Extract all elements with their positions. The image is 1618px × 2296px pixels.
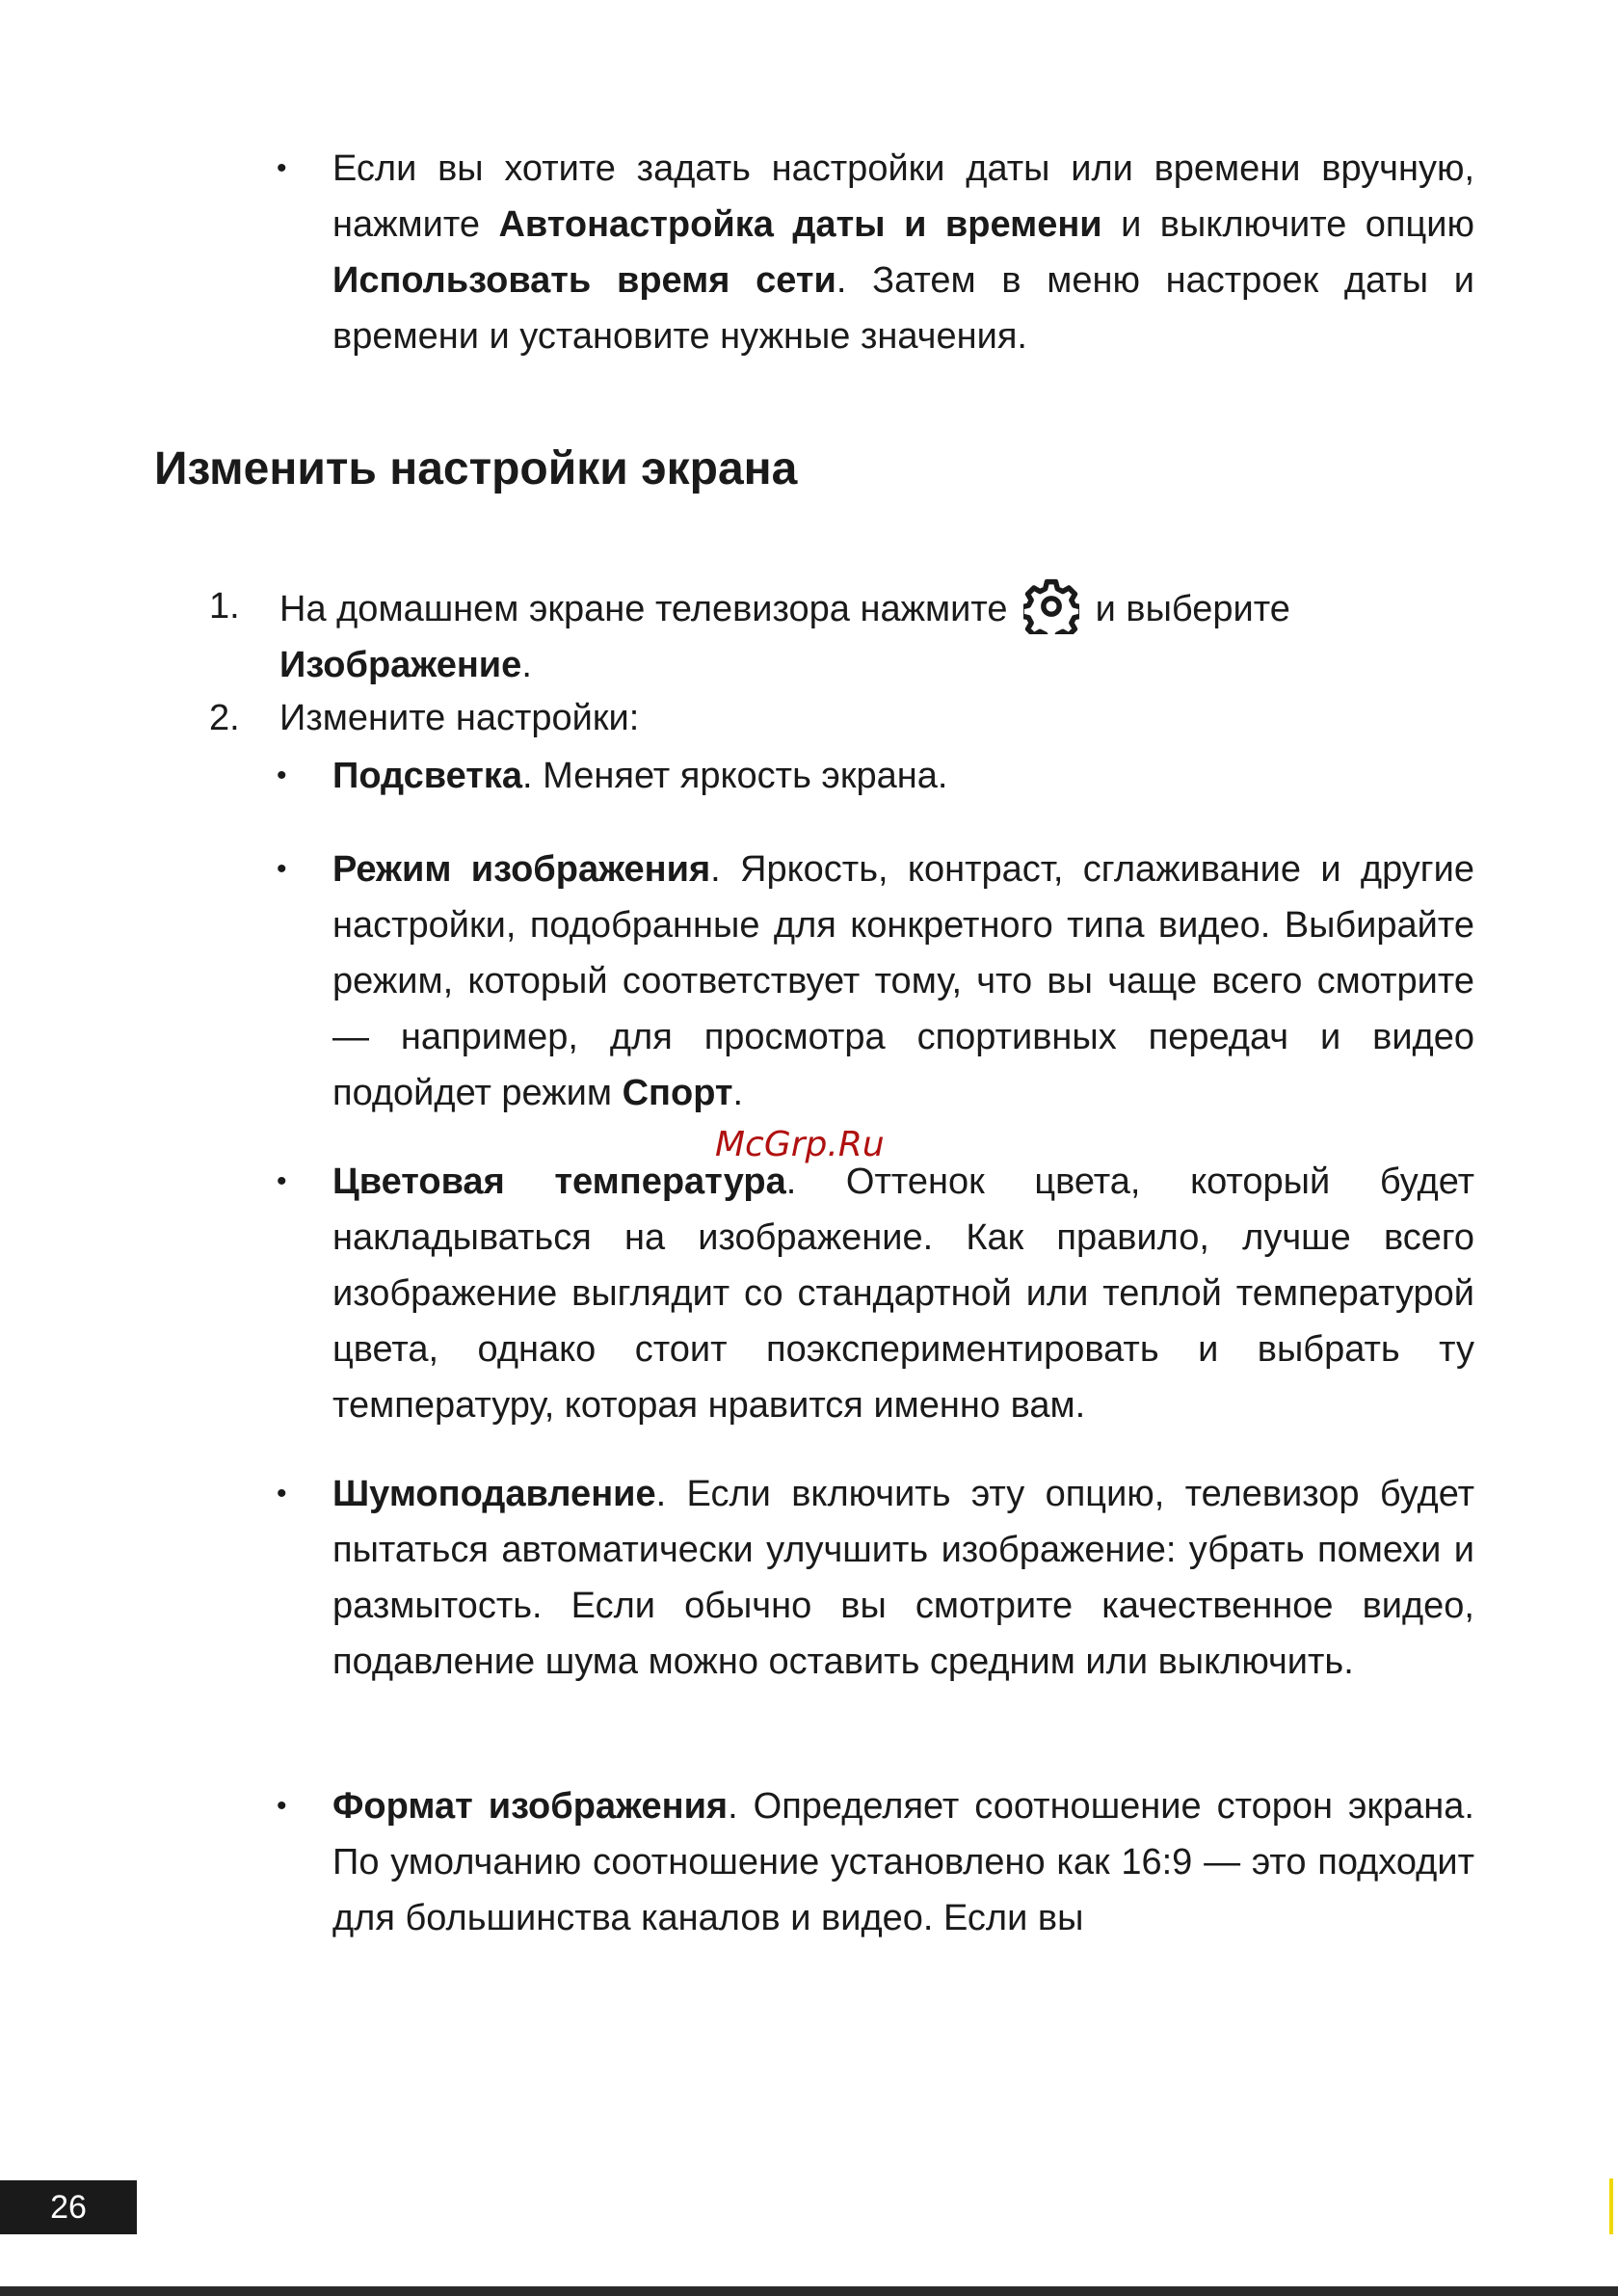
bullet-marker: • [277, 1478, 287, 1509]
step-1-post: и выберите [1095, 589, 1290, 629]
intro-paragraph [332, 141, 1474, 364]
step-1-tail: . [521, 645, 532, 685]
setting-title: Подсветка [332, 756, 523, 796]
intro-pre: нажмите [332, 204, 499, 245]
setting-noise-reduction [332, 1466, 1474, 1690]
bottom-border [0, 2286, 1618, 2296]
setting-picture-mode [332, 841, 1474, 1121]
setting-text: . Меняет яркость экрана. [522, 756, 948, 796]
bullet-marker: • [277, 760, 287, 791]
setting-bold-sport: Спорт [622, 1073, 733, 1113]
section-heading: Изменить настройки экрана [154, 443, 798, 494]
setting-title: Шумоподавление [332, 1474, 656, 1514]
setting-color-temperature [332, 1154, 1474, 1433]
intro-line1: Если вы хотите задать настройки даты или времени вручную, [332, 148, 1474, 189]
intro-post: . Затем в меню настроек даты и времени и установите нужные значения. [332, 260, 1475, 357]
bullet-marker: • [277, 1165, 287, 1197]
page-number: 26 [0, 2180, 137, 2234]
step-number-1: 1. [209, 586, 240, 627]
setting-text: . Оттенок цвета, который будет накладываться на изображение. Как правило, лучше всего изображение выглядит со стандартной или теплой температурой цвета, однако стоит поэкспериментировать и выбрать ту температуру, которая нравится именно вам. [332, 1161, 1474, 1426]
bullet-marker: • [277, 853, 287, 885]
edge-marker [1609, 2178, 1613, 2234]
step-2-text: Измените настройки: [279, 698, 640, 738]
intro-bold-auto-datetime: Автонастройка даты и времени [498, 204, 1102, 245]
intro-bold-network-time: Использовать время сети [332, 260, 836, 301]
step-number-2: 2. [209, 698, 240, 738]
setting-title: Цветовая температура [332, 1161, 786, 1202]
setting-text: . Если включить эту опцию, телевизор будет пытаться автоматически улучшить изображение: убрать помехи и размытость. Если обычно вы смотрите качественное видео, подавление шума можно оставить средним или выключить. [332, 1474, 1474, 1682]
intro-mid: и выключите опцию [1101, 204, 1474, 245]
setting-backlight [332, 748, 1474, 804]
setting-title: Формат изображения [332, 1786, 729, 1827]
setting-text: . Определяет соотношение сторон экрана. По умолчанию соотношение установлено как 16:9 — это подходит для большинства каналов и видео. Если вы [332, 1786, 1474, 1938]
gear-icon [1023, 578, 1079, 634]
setting-text: . Яркость, контраст, сглаживание и другие настройки, подобранные для конкретного типа видео. Выбирайте режим, который соответствует тому, что вы чаще всего смотрите — например, для просмотра спортивных передач и видео подойдет режим [332, 849, 1474, 1113]
watermark: McGrp.Ru [715, 1125, 885, 1164]
step-1-bold-image: Изображение [279, 645, 522, 685]
step-1-pre: На домашнем экране телевизора нажмите [279, 589, 1008, 629]
setting-tail: . [732, 1073, 744, 1113]
setting-aspect-ratio [332, 1778, 1474, 1946]
step-1-text [279, 578, 1474, 693]
bullet-marker: • [277, 1790, 287, 1822]
setting-title: Режим изображения [332, 849, 711, 890]
bullet-marker: • [277, 152, 287, 184]
